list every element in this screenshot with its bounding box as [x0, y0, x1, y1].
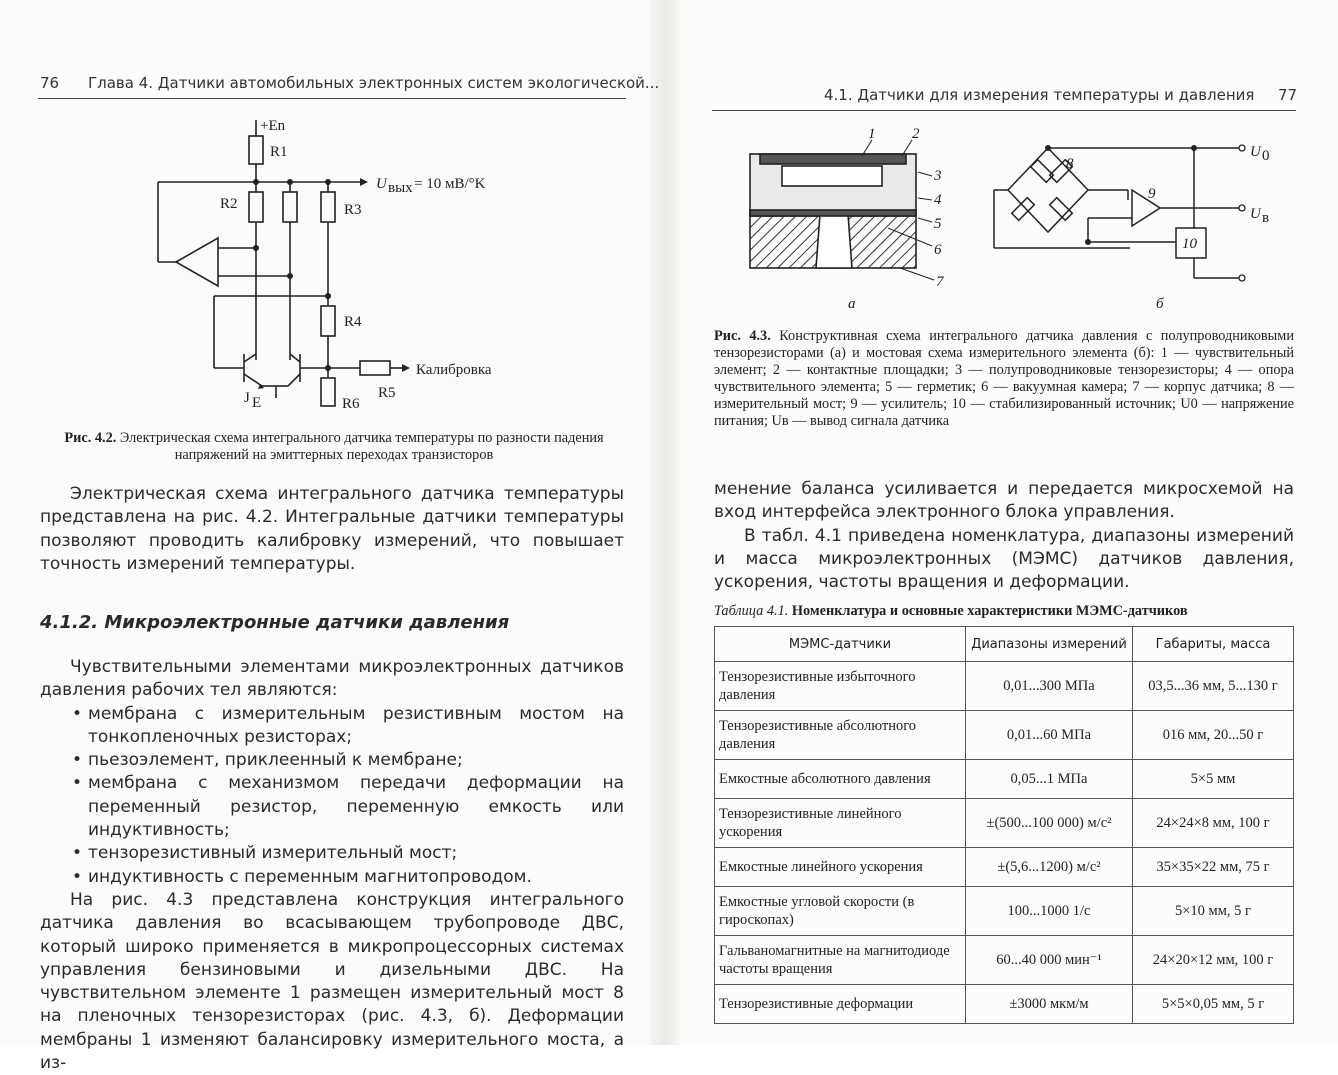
- fig43-number-7: 7: [936, 274, 944, 290]
- fig43-sub-a: а: [848, 296, 856, 312]
- list-item: • индуктивность с переменным магнитопроводом.: [40, 866, 624, 889]
- table-cell: ±3000 мкм/м: [966, 985, 1133, 1024]
- table-cell: Гальваномагнитные на магнитодиоде частоты вращения: [715, 936, 966, 985]
- right-header-rule: [712, 110, 1296, 111]
- table-row: [715, 711, 1294, 760]
- fig43-number-4: 4: [934, 192, 942, 208]
- figure-4-2-caption: [40, 430, 628, 464]
- fig43-u0-subscript: 0: [1262, 148, 1270, 164]
- label-calibration: Калибровка: [416, 362, 492, 378]
- left-paragraph-2: Чувствительными элементами микроэлектронных датчиков давления рабочих тел являются:: [40, 657, 624, 701]
- fig43-number-9: 9: [1148, 186, 1156, 202]
- fig43-uv-symbol: U: [1250, 206, 1261, 222]
- figure-4-2-caption-text: Электрическая схема интегрального датчика температуры по разности падения напряжений на эмиттерных переходах транзисторов: [119, 430, 604, 463]
- label-r1: R1: [270, 144, 288, 160]
- list-item: • пьезоэлемент, приклеенный к мембране;: [40, 749, 624, 772]
- table-cell: Емкостные абсолютного давления: [715, 760, 966, 799]
- figure-4-2-caption-label: Рис. 4.2.: [64, 430, 117, 446]
- label-supply: +En: [260, 118, 286, 134]
- section-title: 4.1.2. Микроэлектронные датчики давления: [40, 612, 510, 633]
- figure-4-3-caption-text: Конструктивная схема интегрального датчика давления с полупроводниковыми тензорезисторами (а) и мостовая схема измерительного элемента (б): 1 — чувствительный элемент; 2 — контактные площадки; 3 — полупроводниковые тензорезисторы; 4 — опора чувствительного элемента; 5 — герметик; 6 — вакуумная камера; 7 — корпус датчика; 8 — измерительный мост; 9 — усилитель; 10 — стабилизированный источник; U0 — напряжение питания; Uв — вывод сигнала датчика: [714, 328, 1294, 429]
- list-item: • мембрана с измерительным резистивным мостом на тонкопленочных резисторах;: [40, 703, 624, 750]
- label-r5: R5: [378, 385, 396, 401]
- table-cell: Емкостные угловой скорости (в гироскопах): [715, 887, 966, 936]
- fig43-uv-subscript: в: [1262, 210, 1270, 226]
- right-body-column: [714, 478, 1294, 594]
- table-row: [715, 985, 1294, 1024]
- figure-4-3-caption-label: Рис. 4.3.: [714, 328, 771, 344]
- table-header-cell: Габариты, масса: [1133, 627, 1294, 662]
- table-row: [715, 887, 1294, 936]
- table-header-cell: Диапазоны измерений: [966, 627, 1133, 662]
- right-paragraph-1: менение баланса усиливается и передается микросхемой на вход интерфейса электронного блока управления.: [714, 479, 1294, 523]
- list-item: • мембрана с механизмом передачи деформации на переменный резистор, переменную емкость или индуктивность;: [40, 772, 624, 842]
- table-cell: 016 мм, 20...50 г: [1133, 711, 1294, 760]
- table-cell: 24×24×8 мм, 100 г: [1133, 799, 1294, 848]
- table-cell: Тензорезистивные избыточного давления: [715, 662, 966, 711]
- table-cell: ±(5,6...1200) м/с²: [966, 848, 1133, 887]
- table-cell: 100...1000 1/с: [966, 887, 1133, 936]
- figure-4-2-circuit: [150, 110, 570, 420]
- label-r3: R3: [344, 202, 362, 218]
- left-body-column: [40, 483, 624, 576]
- fig43-number-3: 3: [934, 168, 942, 184]
- left-page-number: 76: [40, 74, 60, 92]
- label-output-subscript: вых: [388, 180, 413, 196]
- label-r4: R4: [344, 314, 362, 330]
- right-running-header: 4.1. Датчики для измерения температуры и давления: [824, 86, 1255, 104]
- fig43-number-6: 6: [934, 242, 942, 258]
- table-cell: 03,5...36 мм, 5...130 г: [1133, 662, 1294, 711]
- table-row: [715, 936, 1294, 985]
- figure-4-3-caption: [714, 328, 1294, 430]
- table-header-row: [715, 627, 1294, 662]
- fig43-number-2: 2: [912, 126, 920, 142]
- fig43-number-10: 10: [1182, 236, 1197, 252]
- book-gutter: [650, 0, 680, 1045]
- mems-table: [714, 626, 1294, 1024]
- table-cell: 0,01...60 МПа: [966, 711, 1133, 760]
- label-r2: R2: [220, 196, 238, 212]
- table-caption-label: Таблица 4.1.: [714, 603, 789, 619]
- table-row: [715, 848, 1294, 887]
- table-cell: 35×35×22 мм, 75 г: [1133, 848, 1294, 887]
- table-cell: Тензорезистивные деформации: [715, 985, 966, 1024]
- left-header-rule: [38, 98, 626, 99]
- table-cell: 0,05...1 МПа: [966, 760, 1133, 799]
- list-item: • тензорезистивный измерительный мост;: [40, 842, 624, 865]
- fig43-number-5: 5: [934, 216, 942, 232]
- label-r6: R6: [342, 396, 360, 412]
- figure-4-3-diagram: [712, 118, 1296, 318]
- label-emitter-symbol: J: [244, 390, 250, 406]
- table-caption-text: Номенклатура и основные характеристики МЭМС-датчиков: [791, 603, 1188, 619]
- table-cell: Емкостные линейного ускорения: [715, 848, 966, 887]
- label-output-symbol: U: [376, 176, 387, 192]
- right-page-number: 77: [1278, 86, 1298, 104]
- label-output-value: = 10 мВ/°K: [414, 176, 486, 192]
- table-cell: 0,01...300 МПа: [966, 662, 1133, 711]
- table-cell: 60...40 000 мин⁻¹: [966, 936, 1133, 985]
- fig43-number-1: 1: [868, 126, 876, 142]
- label-emitter-subscript: E: [252, 395, 262, 411]
- table-caption: [714, 603, 1188, 620]
- left-paragraph-3: На рис. 4.3 представлена конструкция интегрального датчика давления во всасывающем трубопроводе ДВС, который широко применяется в микропроцессорных системах управления бензиновыми и дизельными ДВС. На чувствительном элементе 1 размещен измерительный мост 8 на пленочных тензорезисторах (рис. 4.3, б). Деформации мембраны 1 изменяют балансировку измерительного моста, а из-: [40, 889, 624, 1074]
- right-paragraph-2: В табл. 4.1 приведена номенклатура, диапазоны измерений и масса микроэлектронных (МЭМС) датчиков давления, ускорения, частоты вращения и деформации.: [714, 525, 1294, 593]
- table-cell: Тензорезистивные линейного ускорения: [715, 799, 966, 848]
- left-paragraph-1: Электрическая схема интегрального датчика температуры представлена на рис. 4.2. Интегральные датчики температуры позволяют проводить калибровку измерений, что повышает точность измерений температуры.: [40, 484, 624, 574]
- table-header-cell: МЭМС-датчики: [715, 627, 966, 662]
- table-row: [715, 662, 1294, 711]
- table-cell: 24×20×12 мм, 100 г: [1133, 936, 1294, 985]
- left-body-lower: [40, 656, 624, 1075]
- table-cell: 5×10 мм, 5 г: [1133, 887, 1294, 936]
- bullet-list: [40, 703, 624, 889]
- table-cell: 5×5×0,05 мм, 5 г: [1133, 985, 1294, 1024]
- left-running-header: Глава 4. Датчики автомобильных электронных систем экологической...: [88, 74, 660, 92]
- fig43-sub-b: б: [1156, 296, 1164, 312]
- fig43-number-8: 8: [1066, 156, 1074, 172]
- fig43-u0-symbol: U: [1250, 144, 1261, 160]
- table-cell: 5×5 мм: [1133, 760, 1294, 799]
- table-cell: ±(500...100 000) м/с²: [966, 799, 1133, 848]
- table-row: [715, 799, 1294, 848]
- table-cell: Тензорезистивные абсолютного давления: [715, 711, 966, 760]
- table-row: [715, 760, 1294, 799]
